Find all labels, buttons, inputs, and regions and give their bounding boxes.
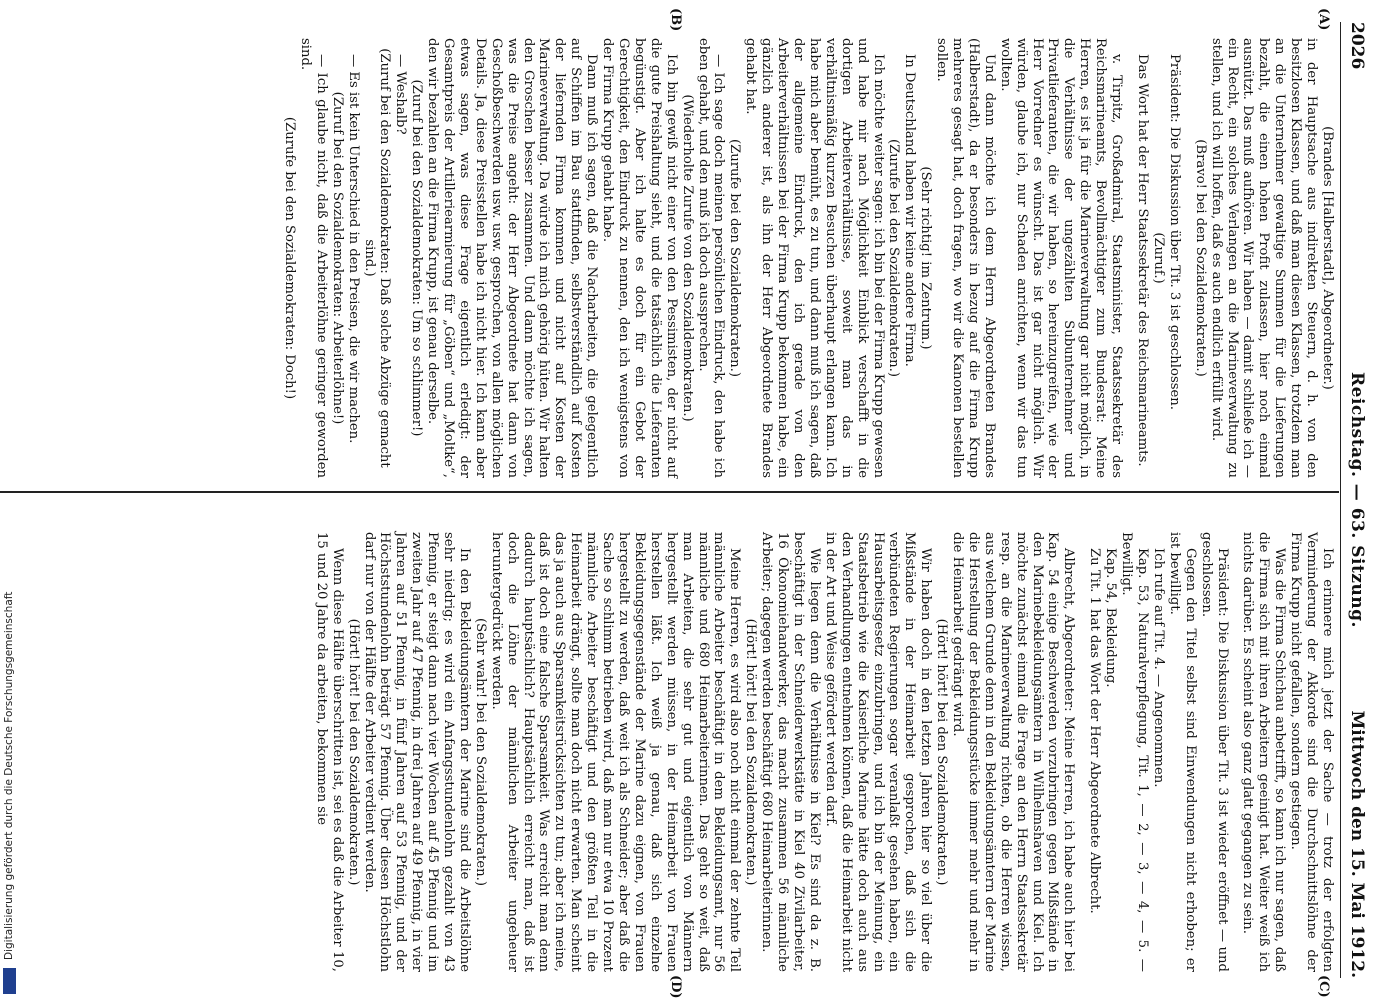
interjection: (Zurufe bei den Sozialdemokraten.): [727, 138, 743, 378]
speech-albrecht: Albrecht, Abgeordneter: Meine Herren, ich habe auch hier bei Kap. 54 einige Beschwerden vorzubringen gegen Mißstände in den Marinebekleidungsämtern in Wilhelmshaven und Kiel. Ich möchte zunächst einmal die Frage an den Herrn Staatssekretär resp. an die Marineverwaltung richten, ob die Herren wissen, aus welchem Grunde denn in den Bekleidungsämtern der Marine die Herstellung der Bekleidungsstücke immer mehr und mehr in die Heimarbeit gedrängt wird.: [950, 532, 1077, 972]
interjection: (Sehr wahr! bei den Sozialdemokraten.): [472, 618, 488, 886]
session-date: Mittwoch den 15. Mai 1912.: [1347, 710, 1367, 978]
margin-mark-a: (A): [1316, 8, 1331, 31]
dfg-logo-icon: [3, 968, 16, 994]
paragraph: Kap. 53, Naturalverpflegung, Tit. 1, — 2, — 3, — 4, — 5. — Bewilligt.: [1119, 532, 1151, 972]
interjection: (Zuruf bei den Sozialdemokraten: Arbeiterlöhne!): [329, 91, 345, 425]
column-divider: [0, 491, 1339, 493]
interjection: (Wiederholte Zurufe von den Sozialdemokraten.): [679, 94, 695, 422]
speaker-reference: (Brandes [Halberstadt], Abgeordneter.): [1320, 126, 1335, 390]
interjection: (Hört! hört! bei den Sozialdemokraten.): [743, 618, 759, 886]
paragraph: — Es ist kein Unterschied in den Preisen, die wir machen.: [345, 54, 361, 444]
margin-mark-c: (C): [1316, 975, 1331, 998]
paragraph: — Ich sage doch meinen persönlichen Eindruck, den habe ich eben gehabt, und den muß ich doch aussprechen.: [695, 38, 727, 478]
paragraph: Meine Herren, es wird also noch nicht einmal der zehnte Teil männliche Arbeiter beschäftigt in dem Bekleidungsamt, nur 56 männliche und 680 Heimarbeiterinnen. Das geht so weit, daß man Arbeiten, die sehr gut und eigentlich von Männern hergestellt werden müssen, in der Heimarbeit von Frauen herstellen läßt. Ich weiß ja genau, daß sich einzelne Bekleidungsgegenstände der Marine dazu eignen, von Frauen hergestellt zu werden, daß weit ich als Schneider; aber daß die Sache so schlimm betrieben wird, daß man nur etwa 10 Prozent männliche Arbeiter beschäftigt und den größten Teil in die Heimarbeit drängt, sollte man doch nicht erwarten. Man scheint das ja auch aus Sparsamkeitsrücksichten zu tun; aber ich meine, daß ist doch eine falsche Sparsamkeit. Was erreicht man denn dadurch hauptsächlich? Hauptsächlich erreicht man, daß ist doch die Löhne der männlichen Arbeiter ungeheuer heruntergedrückt werden.: [488, 532, 743, 972]
paragraph: Gegen den Titel selbst sind Einwendungen nicht erhoben; er ist bewilligt.: [1166, 532, 1198, 972]
paragraph: — Weshalb?: [393, 54, 409, 135]
paragraph: Kap. 54, Bekleidung.: [1103, 548, 1119, 688]
paragraph: Das Wort hat der Herr Staatssekretär des Reichsmarineamts.: [1135, 54, 1151, 467]
page-header: [1340, 22, 1371, 978]
interjection: (Hört! hört! bei den Sozialdemokraten.): [345, 618, 361, 886]
paragraph: Wir haben doch in den letzten Jahren hier so viel über die Mißstände in der Heimarbeit gesprochen, daß sich die verbündeten Regierungen sogar veranlaßt gesehen haben, ein Hausarbeitsgesetz einzubringen, und ich bin der Meinung, ein Staatsbetrieb wie die Kaiserliche Marine hätte doch auch aus den Verhandlungen entnehmen können, daß die Heimarbeit nicht in der Art und Weise gefördert werden darf.: [822, 532, 934, 972]
left-column: [281, 38, 1335, 478]
paragraph: In Deutschland haben wir keine andere Firma.: [902, 54, 918, 367]
paragraph: Dann muß ich sagen, daß die Nacharbeiten, die gelegentlich auf Schiffen im Bau stattfinden, selbstverständlich auf Kosten der liefernden Firma kommen und nicht auf Kosten der Marineverwaltung. Da würde ich mich gehörig hüten. Wir halten den Groschen besser zusammen. Und dann möchte ich sagen, was die Preise angeht: der Herr Abgeordnete hat dann von Geschoßbeschwerden usw. usw. gesprochen, von allen möglichen Details. Ja, diese Preisstellen habe ich nicht hier. Ich kann aber etwas sagen, was diese Frage eigentlich erledigt: der Gesamtpreis der Artilleriearmierung für „Göben“ und „Moltke“, den wir bezahlen an die Firma Krupp, ist genau derselbe.: [425, 38, 600, 478]
paragraph: In den Bekleidungsämtern der Marine sind die Arbeitslöhne sehr niedrig; es wird ein Anfangsstundenlohn gezahlt von 43 Pfennig, er steigt dann nach vier Wochen auf 45 Pfennig und im zweiten Jahr auf 47 Pfennig, in drei Jahren auf 49 Pfennig, in vier Jahren auf 51 Pfennig, in fünf Jahren auf 53 Pfennig, und der Höchststundenlohn beträgt 57 Pfennig. Über diesen Höchstlohn darf nur von der Hälfte der Arbeiter verdient werden.: [361, 532, 472, 972]
paragraph: Was die Firma Schichau anbetrifft, so kann ich nur sagen, daß die Firma sich mit ihren Arbeitern geeinigt hat. Weiter weiß ich nichts darüber. Es scheint also ganz glatt gegangen zu sein.: [1240, 532, 1288, 972]
interjection: (Zuruf bei den Sozialdemokraten: Daß solche Abzüge gemacht sind.): [361, 48, 393, 468]
page-number: 2026: [1347, 22, 1367, 70]
interjection: (Sehr richtig! im Zentrum.): [918, 166, 934, 350]
right-column: [313, 532, 1335, 972]
page-title: Reichstag. — 63. Sitzung.: [1347, 372, 1367, 628]
paragraph: in der Hauptsache aus indirekten Steuern, d. h. von den besitzlosen Klassen, und daß man diesen Klassen, trotzdem man an die Unternehmer gewaltige Summen für die Lieferungen bezahlt, die einen hohen Profit zulassen, hier noch einmal ausnützt. Das muß aufhören. Wir haben — damit schließe ich — ein Recht, ein solches Verlangen an die Marineverwaltung zu stellen, und ich will hoffen, daß es auch endlich erfüllt wird.: [1208, 38, 1320, 478]
paragraph: Und dann möchte ich dem Herrn Abgeordneten Brandes (Halberstadt), da er besonders in bezug auf die Firma Krupp mehreres gesagt hat, doch fragen, wo wir die Kanonen bestellen sollen.: [934, 38, 997, 478]
paragraph: Wenn diese Hälfte überschritten ist, sei es daß die Arbeiter 10, 15 und 20 Jahre da arbeiten, bekommen sie: [313, 532, 345, 972]
president-statement: Präsident: Die Diskussion über Tit. 3 ist geschlossen.: [1166, 54, 1182, 410]
speech-tirpitz: v. Tirpitz, Großadmiral, Staatsminister, Staatssekretär des Reichsmarineamts, Bevollmächtigter zum Bundesrat: Meine Herren, es ist ja für die Marineverwaltung gar nicht möglich, in die Verhältnisse der ungezählten Subunternehmer und Privatlieferanten, die wir haben, so hereinzugreifen, wie der Herr Vorredner es wünscht. Das ist gar nicht möglich. Wir würden, glaube ich, nur Schaden anrichten, wenn wir das tun wollten.: [997, 38, 1125, 478]
interjection: (Zurufe bei den Sozialdemokraten.): [886, 138, 902, 378]
paragraph: Ich möchte weiter sagen: ich bin bei der Firma Krupp gewesen und habe mir nach Möglichkeit Einblick verschafft in die dortigen Arbeiterverhältnisse, soweit man das in verhältnismäßig kurzen Besuchen überhaupt erlangen kann. Ich habe mich aber bemüht, es zu tun, und dann muß ich sagen, daß der allgemeine Eindruck, den ich gerade von den Arbeiterverhältnissen bei der Firma Krupp bekommen habe, ein gänzlich anderer ist, als ihn der Herr Abgeordnete Brandes gehabt hat.: [743, 38, 886, 478]
paragraph: Ich bin gewiß nicht einer von den Pessimisten, der nicht auf die gute Preishaltung sieht, und die tatsächlich die Lieferanten begünstigt. Aber ich halte es doch für ein Gebot der Gerechtigkeit, den Eindruck zu nennen, den ich wenigstens von der Firma Krupp gehabt habe.: [600, 38, 679, 478]
interjection: (Zurufe bei den Sozialdemokraten: Doch!): [282, 116, 297, 400]
paragraph: Wie liegen denn die Verhältnisse in Kiel? Es sind da z. B. beschäftigt in der Schneiderwerkstätte in Kiel 40 Zivilarbeiter, 16 Ökonomiehandwerker, das macht zusammen 56 männliche Arbeiter; dagegen werden beschäftigt 680 Heimarbeiterinnen.: [759, 532, 822, 972]
margin-mark-d: (D): [668, 975, 683, 999]
margin-mark-b: (B): [668, 8, 683, 32]
interjection: (Hört! hört! bei den Sozialdemokraten.): [934, 618, 950, 886]
interjection: (Bravo! bei den Sozialdemokraten.): [1192, 139, 1208, 377]
interjection: (Zuruf bei den Sozialdemokraten: Um so schlimmer!): [409, 79, 425, 437]
paragraph: — Ich glaube nicht, daß die Arbeiterlöhne geringer geworden sind.: [297, 38, 329, 478]
digitization-credit: Digitalisierung gefördert durch die Deutsche Forschungsgemeinschaft: [3, 591, 15, 960]
digitization-footer: [0, 0, 20, 1000]
paragraph: Ich rufe auf Tit. 4. — Angenommen.: [1150, 548, 1166, 788]
president-statement: Präsident: Die Diskussion über Tit. 3 ist wieder eröffnet — und geschlossen.: [1198, 532, 1230, 972]
paragraph: Zu Tit. 1 hat das Wort der Herr Abgeordnete Albrecht.: [1087, 548, 1103, 914]
interjection: (Zuruf.): [1150, 232, 1166, 284]
paragraph: Ich erinnere mich jetzt der Sache — trotz der erfolgten Verminderung der Akkorde sind die Durchschnittslöhne der Firma Krupp nicht gefallen, sondern gestiegen.: [1288, 532, 1335, 972]
